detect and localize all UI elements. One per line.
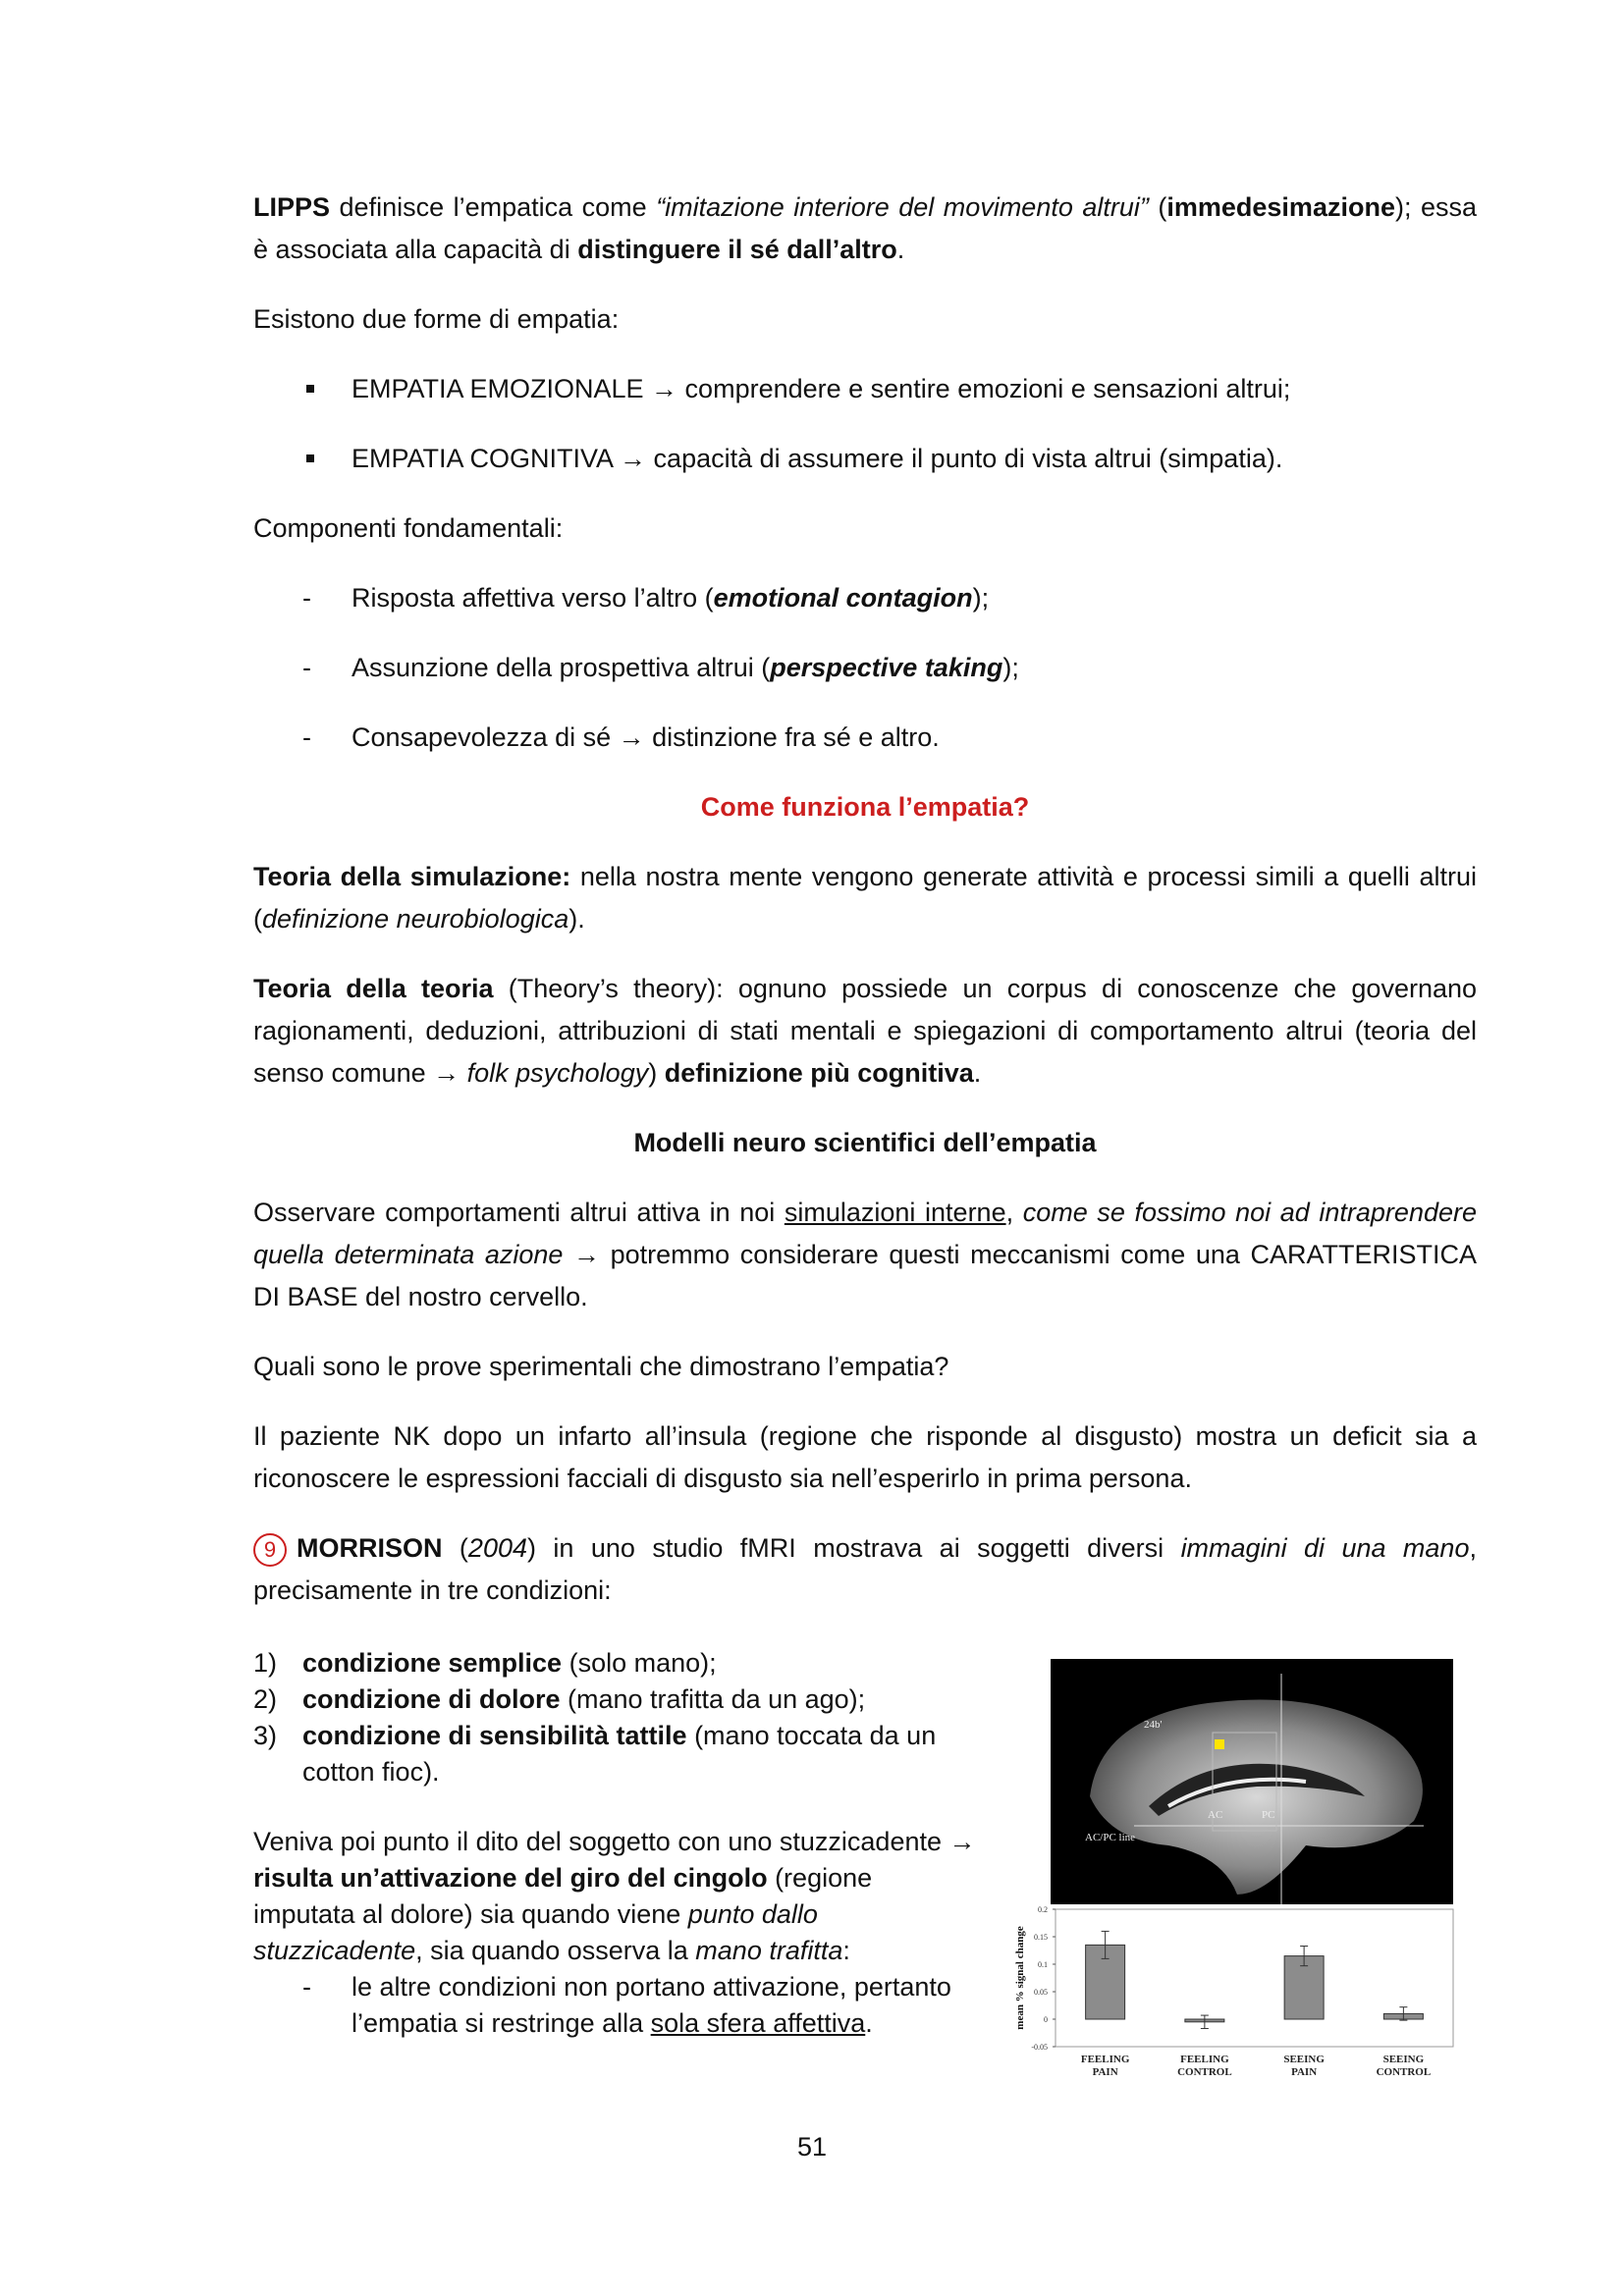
paragraph-simulazione: Teoria della simulazione: nella nostra mente vengono generate attività e processi simili a quelli altrui (definizione neurobiologica).: [253, 862, 1477, 934]
list-item: - Risposta affettiva verso l’altro (emotional contagion);: [253, 577, 1477, 619]
x-tick-label: CONTROL: [1376, 2066, 1432, 2078]
figure: [1011, 1659, 1463, 2081]
document-page: [253, 187, 1477, 1639]
section-heading-red: Come funziona l’empatia?: [700, 792, 1030, 822]
circled-number-icon: 9: [253, 1533, 287, 1567]
bar-chart: [1011, 1904, 1463, 2091]
paragraph-lipps: LIPPS definisce l’empatica come “imitazione interiore del movimento altrui” (immedesimazione); essa è associata alla capacità di distinguere il sé dall’altro.: [253, 192, 1477, 264]
y-tick-label: 0.1: [1038, 1960, 1048, 1969]
x-tick-label: PAIN: [1291, 2066, 1318, 2078]
lower-left-column: [253, 1645, 980, 2042]
paragraph-question: Quali sono le prove sperimentali che dimostrano l’empatia?: [253, 1352, 949, 1381]
paragraph-teoria: Teoria della teoria (Theory’s theory): ognuno possiede un corpus di conoscenze che governano ragionamenti, deduzioni, attribuzioni di stati mentali e spiegazioni di comportamento altrui (teoria del senso comune → folk psychology) definizione più cognitiva.: [253, 974, 1478, 1088]
sub-list: [253, 1969, 980, 2042]
list-item: EMPATIA COGNITIVA → capacità di assumere il punto di vista altrui (simpatia).: [253, 438, 1477, 480]
x-tick-label: FEELING: [1180, 2054, 1229, 2065]
paragraph-nk: Il paziente NK dopo un infarto all’insula (regione che risponde al disgusto) mostra un deficit sia a riconoscere le espressioni facciali di disgusto sia nell’esperirlo in prima persona.: [253, 1421, 1477, 1493]
paragraph-osservare: Osservare comportamenti altrui attiva in noi simulazioni interne, come se fossimo noi ad intraprendere quella determinata azione → potremmo considerare questi meccanismi come una CARATTERISTICA DI BASE del nostro cervello.: [253, 1198, 1477, 1311]
x-tick-label: SEEING: [1283, 2054, 1325, 2065]
brain-scan-image: [1051, 1659, 1453, 1904]
y-tick-label: 0.2: [1038, 1905, 1048, 1914]
x-tick-label: SEEING: [1382, 2054, 1425, 2065]
list-item: - Assunzione della prospettiva altrui (perspective taking);: [253, 647, 1477, 689]
y-axis-label: mean % signal change: [1014, 1926, 1026, 2030]
x-tick-label: PAIN: [1092, 2066, 1118, 2078]
author-lipps: LIPPS: [253, 192, 331, 222]
page-number: 51: [796, 2132, 828, 2162]
quote: “imitazione interiore del movimento altrui”: [656, 192, 1149, 222]
conditions-list: [253, 1645, 980, 1790]
forms-intro: Esistono due forme di empatia:: [253, 304, 620, 334]
list-item: EMPATIA EMOZIONALE → comprendere e sentire emozioni e sensazioni altrui;: [253, 368, 1477, 410]
y-tick-label: -0.05: [1031, 2043, 1048, 2052]
y-tick-label: 0.15: [1034, 1933, 1048, 1942]
list-item: 2) condizione di dolore (mano trafitta da un ago);: [253, 1684, 866, 1714]
list-item: 1) condizione semplice (solo mano);: [253, 1648, 717, 1678]
list-item: - Consapevolezza di sé → distinzione fra sé e altro.: [253, 717, 1477, 759]
components-intro: Componenti fondamentali:: [253, 513, 564, 543]
list-item: - le altre condizioni non portano attivazione, pertanto l’empatia si restringe alla sola sfera affettiva.: [253, 1969, 980, 2042]
x-tick-label: CONTROL: [1177, 2066, 1232, 2078]
brain-label: AC: [1208, 1809, 1223, 1821]
forms-list: [253, 368, 1477, 480]
paragraph-morrison: 9 MORRISON (2004) in uno studio fMRI mostrava ai soggetti diversi immagini di una mano, precisamente in tre condizioni:: [253, 1533, 1477, 1605]
y-tick-label: 0: [1044, 2015, 1048, 2024]
components-list: [253, 577, 1477, 759]
brain-label: AC/PC line: [1085, 1832, 1136, 1843]
section-heading: Modelli neuro scientifici dell’empatia: [633, 1128, 1097, 1157]
brain-label: 24b': [1144, 1719, 1163, 1731]
paragraph-veniva: Veniva poi punto il dito del soggetto con uno stuzzicadente → risulta un’attivazione del giro del cingolo (regione imputata al dolore) sia quando viene punto dallo stuzzicadente, sia quando osserva la mano trafitta:: [253, 1827, 976, 1965]
y-tick-label: 0.05: [1034, 1988, 1048, 1997]
x-tick-label: FEELING: [1080, 2054, 1130, 2065]
list-item: 3) condizione di sensibilità tattile (mano toccata da un cotton fioc).: [253, 1721, 937, 1787]
brain-label: PC: [1262, 1809, 1275, 1821]
